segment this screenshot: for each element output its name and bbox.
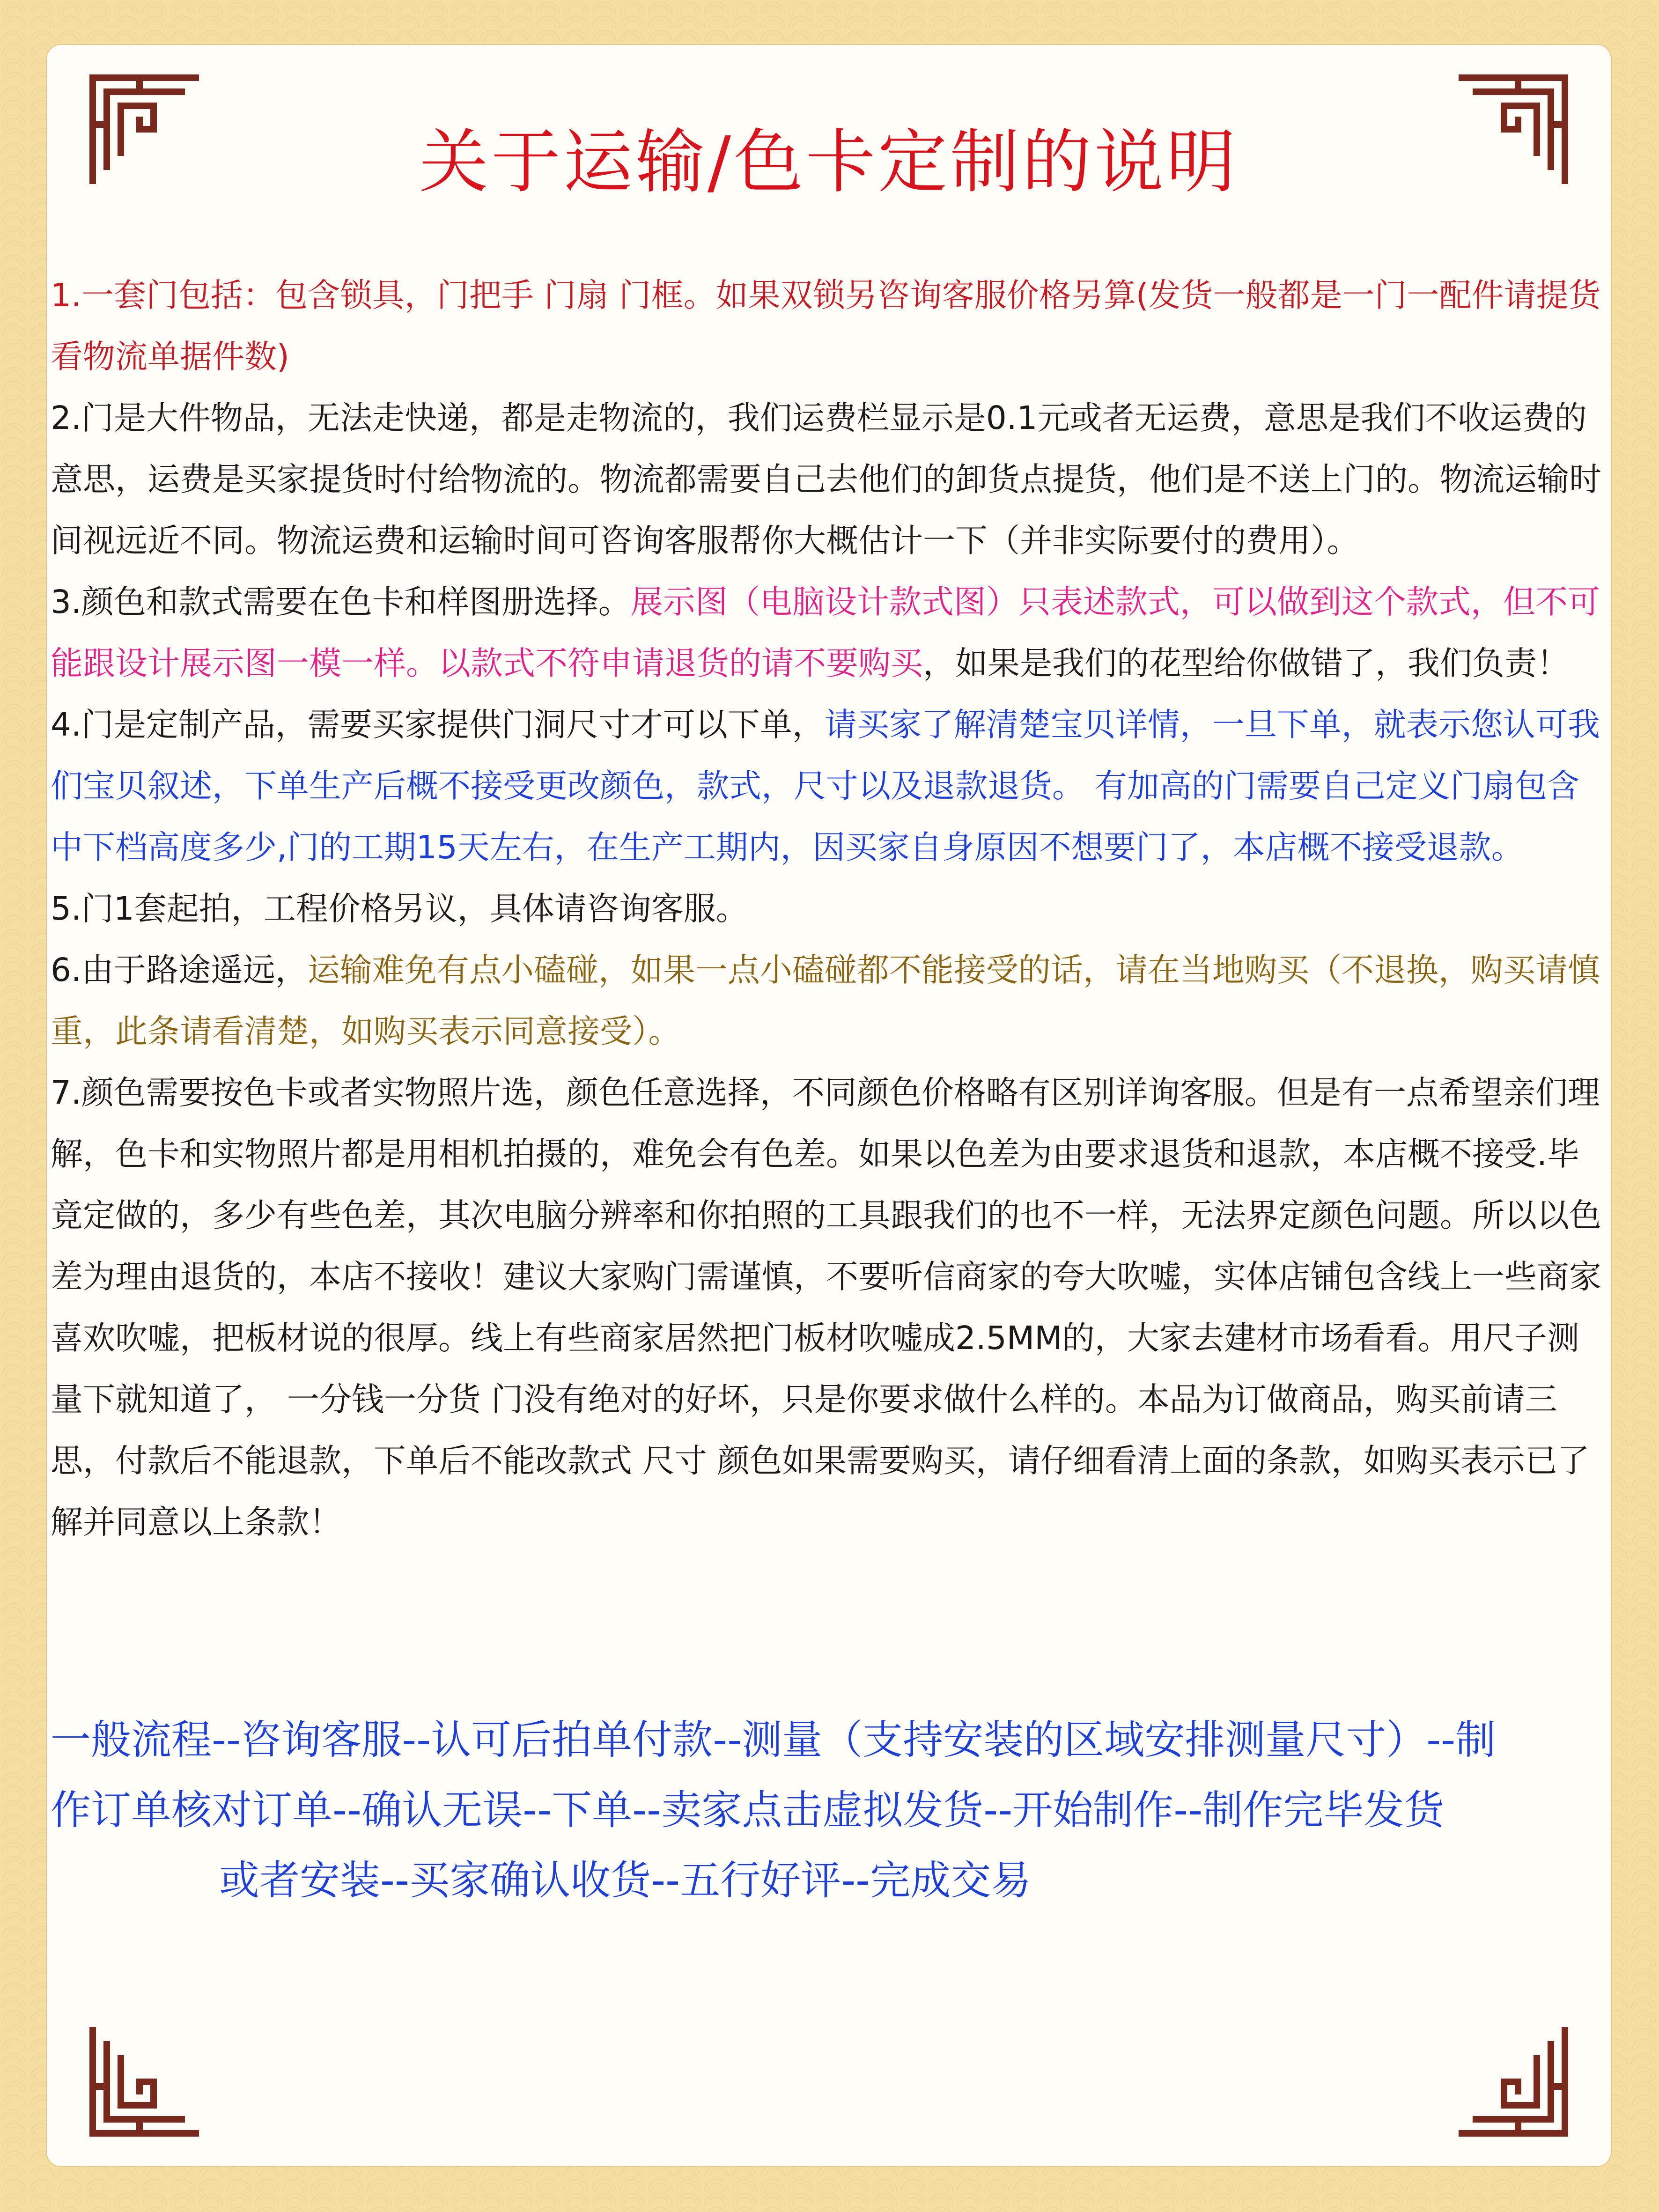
terms-item-5 (51, 878, 1605, 940)
corner-ornament-icon (1457, 2026, 1570, 2138)
page-title: 关于运输/色卡定制的说明 (419, 122, 1239, 202)
terms-item-highlight: 请买家了解清楚宝贝详情，一旦下单，就表示您认可我们宝贝叙述，下单生产后概不接受更改颜色，款式，尺寸以及退款退货。 有加高的门需要自己定义门扇包含中下档高度多少,门的工期15天左右，在生产工期内，因买家自身原因不想要门了，本店概不接受退款。 (51, 706, 1600, 866)
process-flow-line: 或者安装--买家确认收货--五行好评--完成交易 (219, 1857, 1032, 1904)
terms-item-text: 4.门是定制产品，需要买家提供门洞尺寸才可以下单， (51, 706, 825, 744)
terms-item-text: 1.一套门包括：包含锁具，门把手 门扇 门框。如果双锁另咨询客服价格另算(发货一般都是一门一配件请提货看物流单据件数) (51, 277, 1601, 376)
corner-ornament-icon (88, 2026, 200, 2138)
terms-item-text: 7.颜色需要按色卡或者实物照片选，颜色任意选择，不同颜色价格略有区别详询客服。但是有一点希望亲们理解，色卡和实物照片都是用相机拍摄的，难免会有色差。如果以色差为由要求退货和退款，本店概不接受.毕竟定做的，多少有些色差，其次电脑分辨率和你拍照的工具跟我们的也不一样，无法界定颜色问题。所以以色差为理由退货的，本店不接收！建议大家购门需谨慎，不要听信商家的夸大吹嘘，实体店铺包含线上一些商家喜欢吹嘘，把板材说的很厚。线上有些商家居然把门板材吹嘘成2.5MM的，大家去建材市场看看。用尺子测量下就知道了， 一分钱一分货 门没有绝对的好坏，只是你要求做什么样的。本品为订做商品，购买前请三思，付款后不能退款，下单后不能改款式 尺寸 颜色如果需要购买，请仔细看清上面的条款，如购买表示已了解并同意以上条款！ (51, 1074, 1601, 1541)
terms-item-highlight: 运输难免有点小磕碰，如果一点小磕碰都不能接受的话，请在当地购买（不退换，购买请慎重，此条请看清楚，如购买表示同意接受）。 (51, 951, 1600, 1050)
terms-item-text: 3.颜色和款式需要在色卡和样图册选择。 (51, 583, 631, 621)
terms-item-1 (51, 265, 1605, 388)
terms-item-text: 6.由于路途遥远， (51, 951, 308, 989)
terms-item-7 (51, 1062, 1605, 1553)
terms-item-2 (51, 388, 1605, 572)
terms-item-text: ，如果是我们的花型给你做错了，我们负责！ (923, 645, 1569, 682)
terms-item-highlight: 展示图（电脑设计款式图）只表述款式，可以做到这个款式，但不可能跟设计展示图一模一样。以款式不符申请退货的请不要购买 (51, 583, 1600, 682)
process-flow-line: 一般流程--咨询客服--认可后拍单付款--测量（支持安装的区域安排测量尺寸）--制 (51, 1717, 1496, 1763)
terms-item-3 (51, 572, 1605, 694)
terms-item-6 (51, 940, 1605, 1062)
terms-item-4 (51, 694, 1605, 878)
terms-item-text: 2.门是大件物品，无法走快递，都是走物流的，我们运费栏显示是0.1元或者无运费，意思是我们不收运费的意思，运费是买家提货时付给物流的。物流都需要自己去他们的卸货点提货，他们是不送上门的。物流运输时间视远近不同。物流运费和运输时间可咨询客服帮你大概估计一下（并非实际要付的费用）。 (51, 399, 1601, 560)
content-panel (47, 45, 1611, 2166)
process-flow (51, 1705, 1605, 1916)
terms-item-text: 5.门1套起拍，工程价格另议，具体请咨询客服。 (51, 890, 748, 928)
terms-list (51, 265, 1605, 1553)
process-flow-line: 作订单核对订单--确认无误--下单--卖家点击虚拟发货--开始制作--制作完毕发货 (51, 1787, 1445, 1834)
